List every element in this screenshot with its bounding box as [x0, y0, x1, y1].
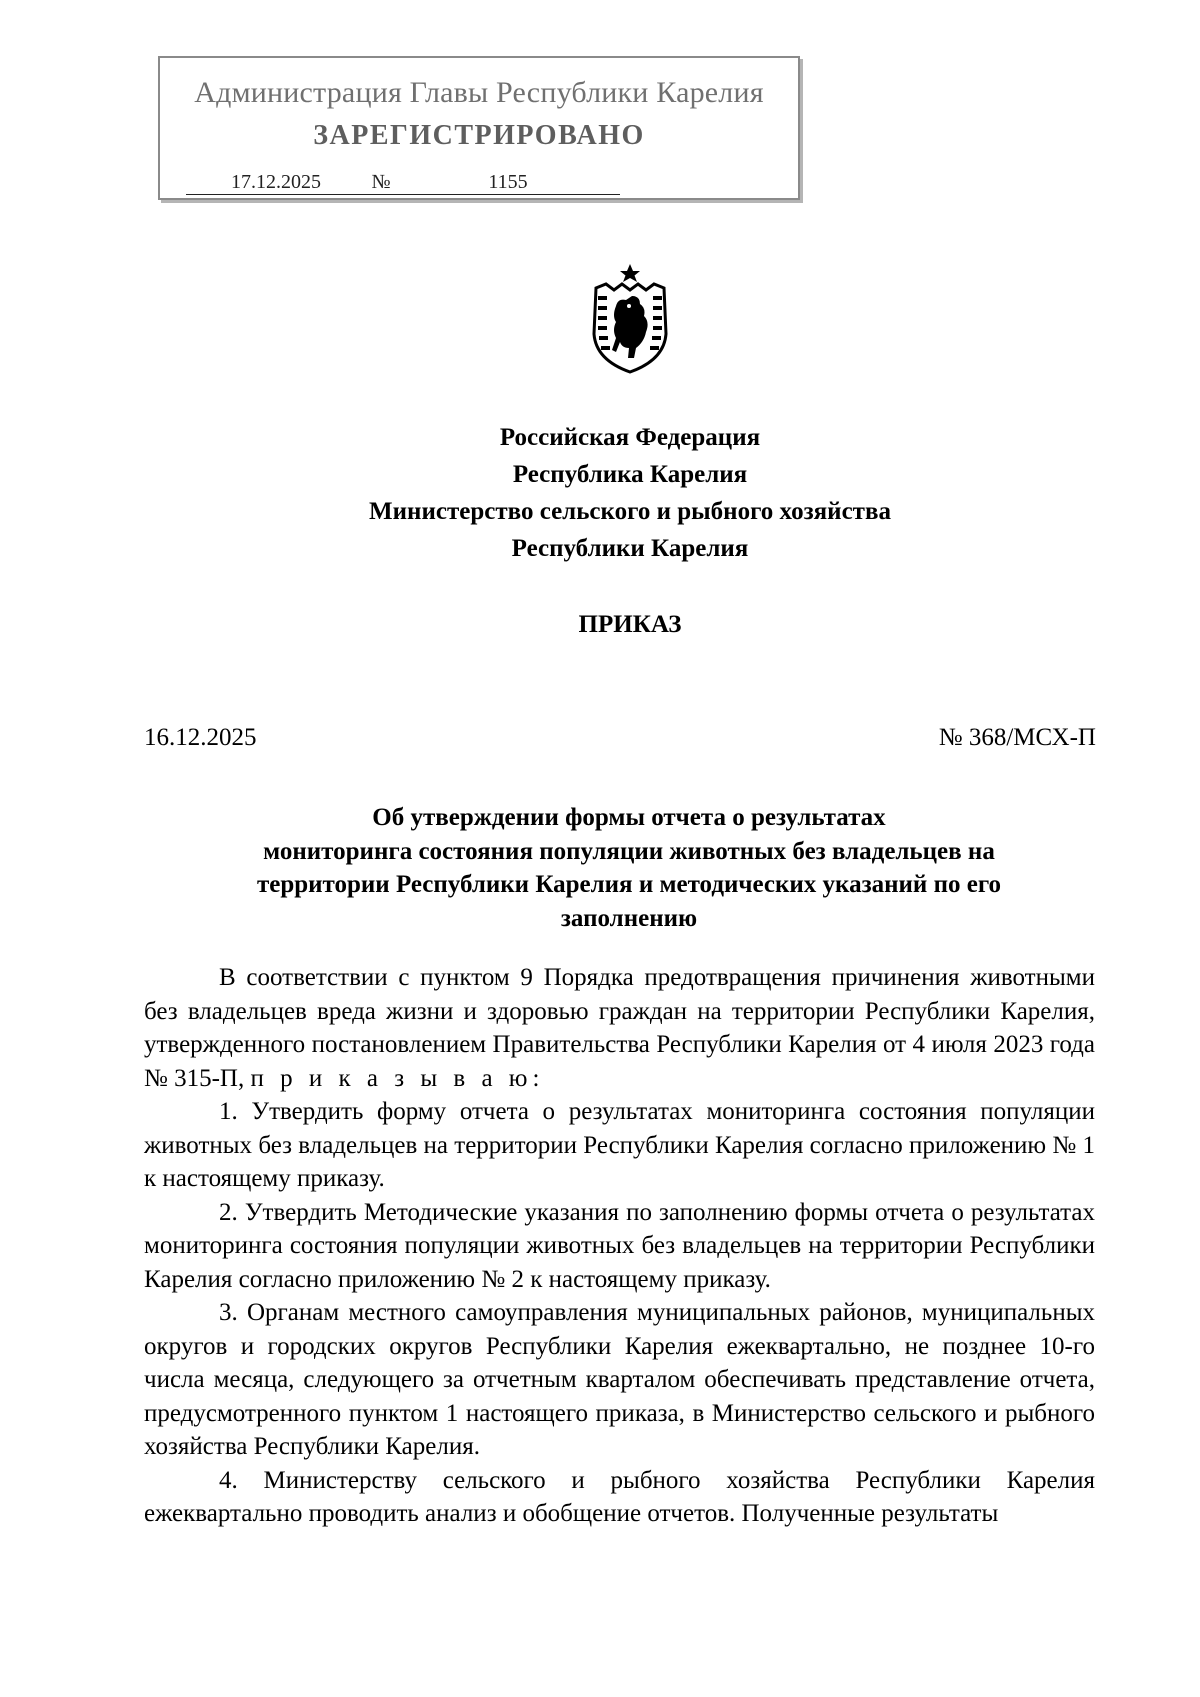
order-body — [144, 961, 1095, 1531]
header-ministry: Министерство сельского и рыбного хозяйства — [369, 498, 891, 525]
preamble-text: В соответствии с пунктом 9 Порядка предотвращения причинения животными без владельцев вреда жизни и здоровью граждан на территории Республики Карелия, утвержденного постановлением Правительства Республики Карелия от 4 июля 2023 года № 315-П, — [144, 964, 1095, 1092]
directive-text: п р и к а з ы в а ю: — [250, 1064, 545, 1092]
subject-line: территории Республики Карелия и методических указаний по его — [256, 871, 1002, 898]
item-3: 3. Органам местного самоуправления муниципальных районов, муниципальных округов и городских округов Республики Карелия ежеквартально, не позднее 10-го числа месяца, следующего за отчетным кварталом обеспечивать представление отчета, предусмотренного пунктом 1 настоящего приказа, в Министерство сельского и рыбного хозяйства Республики Карелия. — [144, 1299, 1095, 1460]
item-4: 4. Министерству сельского и рыбного хозяйства Республики Карелия ежеквартально проводить анализ и обобщение отчетов. Полученные результаты — [144, 1466, 1095, 1527]
order-subject — [170, 801, 1088, 935]
header-country: Российская Федерация — [499, 424, 761, 451]
stamp-registration-row — [160, 168, 798, 196]
stamp-number: 1155 — [396, 170, 620, 195]
subject-line: мониторинга состояния популяции животных без владельцев на — [263, 837, 995, 865]
subject-line: Об утверждении формы отчета о результатах — [372, 804, 886, 831]
item-2: 2. Утвердить Методические указания по заполнению формы отчета о результатах мониторинга состояния популяции животных без владельцев на территории Республики Карелия согласно приложению № 2 к настоящему приказу. — [144, 1198, 1095, 1293]
stamp-status: ЗАРЕГИСТРИРОВАНО — [313, 120, 645, 151]
stamp-authority: Администрация Главы Республики Карелия — [194, 76, 764, 109]
stamp-number-sign: № — [366, 170, 396, 195]
preamble-paragraph — [144, 961, 1095, 1095]
header-ministry-region: Республики Карелия — [511, 535, 749, 562]
order-number: № 368/МСХ-П — [938, 724, 1096, 751]
document-type: ПРИКАЗ — [578, 611, 682, 638]
karelia-coat-of-arms-icon — [582, 262, 678, 374]
header-republic: Республика Карелия — [512, 461, 748, 488]
stamp-date: 17.12.2025 — [186, 170, 366, 195]
item-1: 1. Утвердить форму отчета о результатах мониторинга состояния популяции животных без владельцев на территории Республики Карелия согласно приложению № 1 к настоящему приказу. — [144, 1098, 1095, 1192]
registration-stamp — [158, 56, 800, 200]
subject-line: заполнению — [560, 904, 698, 932]
order-date: 16.12.2025 — [144, 724, 257, 751]
